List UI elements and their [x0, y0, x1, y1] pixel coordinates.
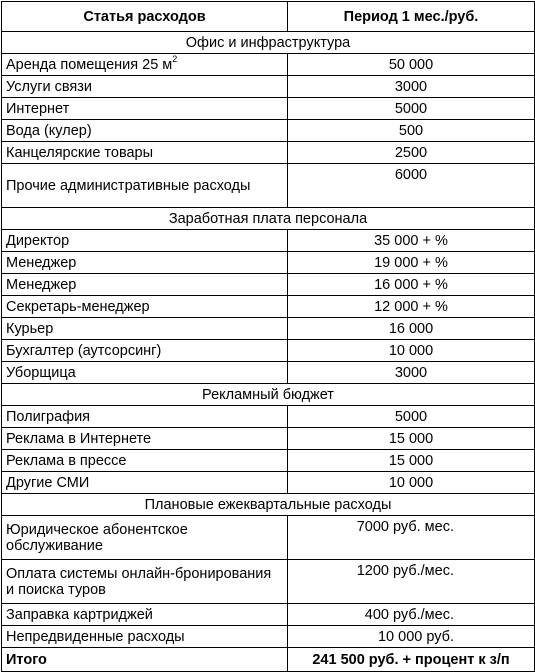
table-row	[2, 230, 535, 252]
table-header-row	[2, 2, 535, 32]
item-cell: Канцелярские товары	[2, 142, 288, 164]
header-period: Период 1 мес./руб.	[288, 2, 535, 32]
section-row	[2, 208, 535, 230]
table-row	[2, 98, 535, 120]
table-row	[2, 450, 535, 472]
table-row	[2, 626, 535, 648]
item-cell	[2, 54, 288, 76]
table-row	[2, 54, 535, 76]
total-value: 241 500 руб. + процент к з/п	[288, 648, 535, 672]
item-cell: Уборщица	[2, 362, 288, 384]
value-cell: 7000 руб. мес.	[288, 516, 535, 560]
value-cell: 2500	[288, 142, 535, 164]
table-row	[2, 516, 535, 560]
value-cell: 19 000 + %	[288, 252, 535, 274]
table-row	[2, 252, 535, 274]
section-title-office: Офис и инфраструктура	[2, 32, 535, 54]
value-cell: 500	[288, 120, 535, 142]
value-cell: 3000	[288, 362, 535, 384]
superscript: 2	[172, 53, 178, 64]
table-row	[2, 142, 535, 164]
value-cell: 10 000 руб.	[288, 626, 535, 648]
total-label: Итого	[2, 648, 288, 672]
item-cell: Непредвиденные расходы	[2, 626, 288, 648]
table-row	[2, 560, 535, 604]
value-cell: 5000	[288, 406, 535, 428]
item-cell: Интернет	[2, 98, 288, 120]
value-cell: 35 000 + %	[288, 230, 535, 252]
value-cell: 12 000 + %	[288, 296, 535, 318]
table-row	[2, 274, 535, 296]
item-label: Аренда помещения 25 м	[6, 56, 173, 73]
table-row	[2, 164, 535, 208]
value-cell: 10 000	[288, 472, 535, 494]
table-row	[2, 472, 535, 494]
table-row	[2, 76, 535, 98]
table-row	[2, 362, 535, 384]
value-cell: 5000	[288, 98, 535, 120]
item-cell: Оплата системы онлайн-бронирования и поиска туров	[2, 560, 288, 604]
value-cell: 16 000	[288, 318, 535, 340]
item-cell: Полиграфия	[2, 406, 288, 428]
item-cell: Прочие административные расходы	[2, 164, 288, 208]
value-cell: 15 000	[288, 450, 535, 472]
section-title-advertising: Рекламный бюджет	[2, 384, 535, 406]
table-row	[2, 296, 535, 318]
item-cell: Вода (кулер)	[2, 120, 288, 142]
section-title-quarterly: Плановые ежеквартальные расходы	[2, 494, 535, 516]
table-row	[2, 406, 535, 428]
table-row	[2, 604, 535, 626]
item-cell: Заправка картриджей	[2, 604, 288, 626]
table-row	[2, 318, 535, 340]
item-cell: Другие СМИ	[2, 472, 288, 494]
value-cell: 1200 руб./мес.	[288, 560, 535, 604]
item-cell: Реклама в Интернете	[2, 428, 288, 450]
item-cell: Директор	[2, 230, 288, 252]
value-cell: 16 000 + %	[288, 274, 535, 296]
item-cell: Услуги связи	[2, 76, 288, 98]
value-cell: 3000	[288, 76, 535, 98]
section-row	[2, 384, 535, 406]
expenses-table	[1, 1, 535, 672]
value-cell: 10 000	[288, 340, 535, 362]
value-cell: 15 000	[288, 428, 535, 450]
item-cell: Реклама в прессе	[2, 450, 288, 472]
item-cell: Курьер	[2, 318, 288, 340]
item-cell: Бухгалтер (аутсорсинг)	[2, 340, 288, 362]
item-cell: Юридическое абонентское обслуживание	[2, 516, 288, 560]
value-cell: 50 000	[288, 54, 535, 76]
item-cell: Секретарь-менеджер	[2, 296, 288, 318]
item-cell: Менеджер	[2, 252, 288, 274]
value-cell: 6000	[288, 164, 535, 208]
table-row	[2, 428, 535, 450]
section-row	[2, 494, 535, 516]
value-cell: 400 руб./мес.	[288, 604, 535, 626]
table-row	[2, 120, 535, 142]
section-row	[2, 32, 535, 54]
section-title-salary: Заработная плата персонала	[2, 208, 535, 230]
expenses-table-wrapper	[1, 1, 535, 672]
item-cell: Менеджер	[2, 274, 288, 296]
table-row	[2, 340, 535, 362]
header-expense-item: Статья расходов	[2, 2, 288, 32]
